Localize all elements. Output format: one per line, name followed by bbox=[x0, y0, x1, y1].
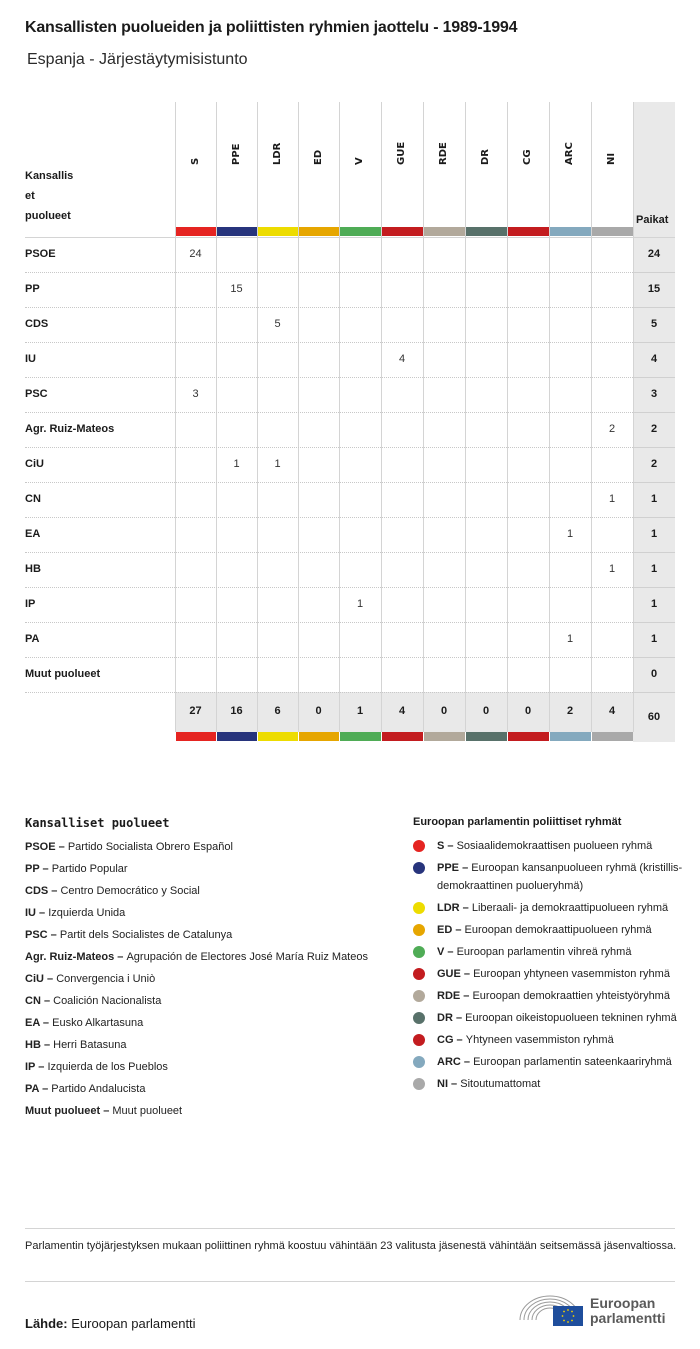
color-dot-icon bbox=[413, 1056, 425, 1068]
legend-code: PA bbox=[25, 1083, 40, 1095]
legend-name: Euroopan kansanpuolueen ryhmä (kristillis-demokraattinen puolueryhmä) bbox=[437, 862, 683, 892]
color-dot-icon bbox=[413, 968, 425, 980]
legend-code: EA bbox=[25, 1017, 40, 1029]
legend-separator: – bbox=[460, 990, 473, 1002]
row-divider bbox=[25, 657, 633, 658]
legend-code: V bbox=[437, 946, 445, 958]
group-legend-item bbox=[413, 1031, 683, 1049]
national-legend-item bbox=[25, 860, 370, 878]
color-dot-icon bbox=[413, 840, 425, 852]
row-divider bbox=[25, 482, 633, 483]
legend-code: PPE bbox=[437, 862, 460, 874]
total-divider bbox=[633, 517, 675, 518]
political-groups-legend bbox=[413, 816, 683, 1097]
legend-code: IU bbox=[25, 907, 36, 919]
color-dot-icon bbox=[413, 924, 425, 936]
table-cell: 1 bbox=[608, 563, 616, 575]
legend-separator: – bbox=[448, 1078, 461, 1090]
group-legend-item bbox=[413, 1053, 683, 1071]
group-color-swatch bbox=[176, 732, 216, 741]
total-header: Paikat bbox=[636, 214, 669, 226]
legend-name: Euroopan parlamentin vihreä ryhmä bbox=[456, 946, 632, 958]
legend-code: LDR bbox=[437, 902, 460, 914]
legend-separator: – bbox=[40, 1039, 54, 1051]
group-legend-item bbox=[413, 1075, 683, 1093]
legend-code: PSOE bbox=[25, 841, 56, 853]
table-cell: 24 bbox=[189, 248, 202, 260]
group-color-swatch bbox=[176, 227, 216, 236]
legend-code: ED bbox=[437, 924, 453, 936]
total-divider bbox=[633, 272, 675, 273]
column-header-cg: CG bbox=[522, 149, 533, 165]
row-total: 1 bbox=[650, 493, 658, 505]
legend-name: Centro Democrático y Social bbox=[60, 885, 200, 897]
source bbox=[25, 1316, 196, 1331]
legend-code: Muut puolueet bbox=[25, 1105, 101, 1117]
row-divider bbox=[25, 587, 633, 588]
national-legend-item bbox=[25, 1014, 370, 1032]
row-label-iu: IU bbox=[25, 353, 36, 365]
table-cell: 2 bbox=[608, 423, 616, 435]
legend-separator: – bbox=[48, 885, 61, 897]
total-divider bbox=[633, 622, 675, 623]
color-dot-icon bbox=[413, 990, 425, 1002]
legend-name: Euroopan parlamentin sateenkaariryhmä bbox=[473, 1056, 672, 1068]
legend-name: Euroopan yhtyneen vasemmiston ryhmä bbox=[473, 968, 670, 980]
legend-separator: – bbox=[39, 1017, 53, 1029]
legend-name: Partido Popular bbox=[51, 863, 128, 875]
color-dot-icon bbox=[413, 1078, 425, 1090]
total-divider bbox=[633, 307, 675, 308]
column-total: 27 bbox=[189, 705, 202, 717]
grand-total: 60 bbox=[647, 711, 661, 723]
total-divider bbox=[633, 342, 675, 343]
legend-code: IP bbox=[25, 1061, 36, 1073]
column-total: 1 bbox=[356, 705, 364, 717]
divider bbox=[25, 1281, 675, 1282]
column-total: 0 bbox=[524, 705, 532, 717]
column-header-ed: ED bbox=[312, 149, 324, 165]
row-total: 1 bbox=[650, 633, 658, 645]
total-divider bbox=[633, 482, 675, 483]
legend-name: Liberaali- ja demokraattipuolueen ryhmä bbox=[471, 902, 669, 914]
column-total: 4 bbox=[398, 705, 406, 717]
column-divider bbox=[423, 102, 424, 732]
source-label: Lähde: bbox=[25, 1316, 68, 1331]
group-color-swatch bbox=[424, 227, 465, 236]
group-color-swatch bbox=[592, 227, 633, 236]
row-divider bbox=[25, 622, 633, 623]
group-color-swatch bbox=[299, 227, 339, 236]
row-total: 3 bbox=[650, 388, 658, 400]
legend-separator: – bbox=[39, 863, 52, 875]
legend-name: Partido Andalucista bbox=[51, 1083, 146, 1095]
table-cell: 1 bbox=[274, 458, 281, 470]
row-label-pp: PP bbox=[25, 283, 40, 295]
legend-name: Muut puolueet bbox=[112, 1105, 183, 1117]
column-total: 2 bbox=[566, 705, 574, 717]
row-label-muut-puolueet: Muut puolueet bbox=[25, 668, 101, 680]
legend-code: NI bbox=[437, 1078, 448, 1090]
row-total: 1 bbox=[650, 528, 658, 540]
legend-name: Euroopan oikeistopuolueen tekninen ryhmä bbox=[465, 1012, 677, 1024]
legend-separator: – bbox=[444, 840, 457, 852]
legend-code: CiU bbox=[25, 973, 44, 985]
table-cell: 4 bbox=[398, 353, 406, 365]
group-color-swatch bbox=[340, 227, 381, 236]
header-divider bbox=[25, 237, 675, 238]
row-total: 24 bbox=[647, 248, 661, 260]
column-divider bbox=[257, 102, 258, 732]
legend-code: CDS bbox=[25, 885, 49, 897]
legend-code: HB bbox=[25, 1039, 41, 1051]
legend-separator: – bbox=[35, 1061, 48, 1073]
row-label-ciu: CiU bbox=[25, 458, 44, 470]
row-label-ip: IP bbox=[25, 598, 36, 610]
group-color-swatch bbox=[550, 732, 591, 741]
national-legend-item bbox=[25, 838, 370, 856]
column-header-s: S bbox=[189, 157, 201, 165]
table-cell: 5 bbox=[274, 318, 281, 330]
ep-logo bbox=[518, 1290, 678, 1330]
group-legend-item bbox=[413, 921, 683, 939]
national-legend-item bbox=[25, 1080, 370, 1098]
national-parties-legend bbox=[25, 816, 370, 1124]
row-header-line: Kansallis bbox=[25, 170, 74, 182]
page-subtitle: Espanja - Järjestäytymisistunto bbox=[27, 51, 248, 68]
national-legend-item bbox=[25, 882, 370, 900]
column-divider bbox=[381, 102, 382, 732]
row-divider bbox=[25, 692, 633, 693]
national-legend-title: Kansalliset puolueet bbox=[25, 816, 170, 830]
column-header-arc: ARC bbox=[564, 142, 575, 165]
column-total: 4 bbox=[608, 705, 616, 717]
row-label-agr-ruiz-mateos: Agr. Ruiz-Mateos bbox=[25, 423, 115, 435]
column-divider bbox=[216, 102, 217, 732]
legend-name: Sitoutumattomat bbox=[460, 1078, 541, 1090]
legend-code: CN bbox=[25, 995, 41, 1007]
column-total: 16 bbox=[230, 705, 243, 717]
national-legend-item bbox=[25, 926, 370, 944]
total-divider bbox=[633, 587, 675, 588]
logo-line: Euroopan bbox=[590, 1295, 656, 1311]
color-dot-icon bbox=[413, 946, 425, 958]
group-color-swatch bbox=[550, 227, 591, 236]
legend-name: Coalición Nacionalista bbox=[53, 995, 162, 1007]
legend-name: Euroopan demokraattien yhteistyöryhmä bbox=[472, 990, 670, 1002]
national-legend-item bbox=[25, 1102, 370, 1120]
table-cell: 1 bbox=[608, 493, 616, 505]
row-total: 1 bbox=[650, 563, 658, 575]
legend-code: DR bbox=[437, 1012, 453, 1024]
row-label-cn: CN bbox=[25, 493, 41, 505]
national-legend-item bbox=[25, 904, 370, 922]
legend-name: Eusko Alkartasuna bbox=[52, 1017, 144, 1029]
column-header-rde: RDE bbox=[438, 142, 449, 165]
legend-separator: – bbox=[114, 951, 127, 963]
group-color-swatch bbox=[508, 732, 549, 741]
national-legend-item bbox=[25, 948, 370, 966]
legend-name: Yhtyneen vasemmiston ryhmä bbox=[465, 1034, 614, 1046]
legend-name: Convergencia i Uniò bbox=[56, 973, 156, 985]
group-legend-item bbox=[413, 965, 683, 983]
legend-separator: – bbox=[459, 862, 472, 874]
group-legend-item bbox=[413, 943, 683, 961]
total-divider bbox=[633, 447, 675, 448]
legend-code: PP bbox=[25, 863, 40, 875]
column-header-ni: NI bbox=[606, 152, 617, 165]
groups-legend-title: Euroopan parlamentin poliittiset ryhmät bbox=[413, 816, 622, 828]
group-color-swatch bbox=[466, 227, 507, 236]
legend-name: Izquierda de los Pueblos bbox=[47, 1061, 168, 1073]
legend-name: Agrupación de Electores José María Ruiz Mateos bbox=[126, 951, 368, 963]
national-legend-item bbox=[25, 1058, 370, 1076]
color-dot-icon bbox=[413, 862, 425, 874]
legend-separator: – bbox=[459, 902, 472, 914]
legend-code: ARC bbox=[437, 1056, 461, 1068]
legend-separator: – bbox=[444, 946, 457, 958]
group-color-swatch bbox=[592, 732, 633, 741]
column-divider bbox=[507, 102, 508, 732]
row-label-cds: CDS bbox=[25, 318, 49, 330]
legend-separator: – bbox=[453, 1034, 466, 1046]
column-divider bbox=[298, 102, 299, 732]
row-total: 0 bbox=[650, 668, 658, 680]
row-label-ea: EA bbox=[25, 528, 41, 540]
divider bbox=[25, 1228, 675, 1229]
group-color-swatch bbox=[508, 227, 549, 236]
row-divider bbox=[25, 377, 633, 378]
legend-name: Euroopan demokraattipuolueen ryhmä bbox=[464, 924, 652, 936]
group-color-swatch bbox=[258, 227, 298, 236]
row-divider bbox=[25, 307, 633, 308]
group-color-swatch bbox=[299, 732, 339, 741]
group-color-swatch bbox=[217, 732, 257, 741]
legend-code: Agr. Ruiz-Mateos bbox=[25, 951, 115, 963]
table-cell: 1 bbox=[566, 528, 574, 540]
group-legend-item bbox=[413, 899, 683, 917]
row-label-pa: PA bbox=[25, 633, 40, 645]
logo-line: parlamentti bbox=[590, 1310, 666, 1326]
row-total: 2 bbox=[650, 423, 658, 435]
table-cell: 1 bbox=[233, 458, 240, 470]
total-divider bbox=[633, 657, 675, 658]
group-color-swatch bbox=[382, 732, 423, 741]
table-cell: 1 bbox=[566, 633, 574, 645]
column-total: 0 bbox=[315, 705, 322, 717]
row-total: 15 bbox=[647, 283, 661, 295]
group-color-swatch bbox=[340, 732, 381, 741]
national-legend-item bbox=[25, 992, 370, 1010]
color-dot-icon bbox=[413, 1012, 425, 1024]
column-header-ppe: PPE bbox=[230, 143, 242, 165]
page-title: Kansallisten puolueiden ja poliittisten ryhmien jaottelu - 1989-1994 bbox=[25, 19, 518, 36]
total-divider bbox=[633, 412, 675, 413]
row-divider bbox=[25, 342, 633, 343]
legend-separator: – bbox=[43, 973, 57, 985]
legend-separator: – bbox=[39, 1083, 52, 1095]
group-color-swatch bbox=[466, 732, 507, 741]
row-divider bbox=[25, 447, 633, 448]
column-divider bbox=[339, 102, 340, 732]
footnote: Parlamentin työjärjestyksen mukaan poliittinen ryhmä koostuu vähintään 23 valitusta jäsenestä vähintään seitsemässä jäsenvaltiossa. bbox=[25, 1240, 677, 1252]
legend-separator: – bbox=[452, 924, 465, 936]
total-divider bbox=[633, 552, 675, 553]
legend-separator: – bbox=[55, 841, 68, 853]
color-dot-icon bbox=[413, 902, 425, 914]
group-legend-item bbox=[413, 859, 683, 895]
table-cell: 3 bbox=[192, 388, 199, 400]
group-legend-item bbox=[413, 837, 683, 855]
table-cell: 15 bbox=[230, 283, 243, 295]
row-divider bbox=[25, 412, 633, 413]
row-divider bbox=[25, 517, 633, 518]
row-total: 4 bbox=[650, 353, 658, 365]
row-header bbox=[25, 166, 73, 226]
column-divider bbox=[465, 102, 466, 732]
legend-code: S bbox=[437, 840, 445, 852]
legend-code: CG bbox=[437, 1034, 454, 1046]
group-color-swatch bbox=[258, 732, 298, 741]
legend-separator: – bbox=[452, 1012, 466, 1024]
row-divider bbox=[25, 272, 633, 273]
source-value: Euroopan parlamentti bbox=[71, 1316, 196, 1331]
logo-text bbox=[590, 1296, 665, 1326]
column-divider bbox=[175, 102, 176, 732]
total-column-bg bbox=[633, 102, 675, 742]
row-total: 5 bbox=[650, 318, 658, 330]
row-label-psoe: PSOE bbox=[25, 248, 56, 260]
legend-separator: – bbox=[40, 995, 54, 1007]
row-total: 1 bbox=[650, 598, 658, 610]
group-color-swatch bbox=[382, 227, 423, 236]
row-header-line: puolueet bbox=[25, 210, 71, 222]
legend-separator: – bbox=[460, 968, 474, 980]
legend-code: GUE bbox=[437, 968, 461, 980]
column-header-gue: GUE bbox=[396, 141, 407, 165]
legend-code: RDE bbox=[437, 990, 461, 1002]
group-legend-item bbox=[413, 1009, 683, 1027]
row-label-hb: HB bbox=[25, 563, 41, 575]
column-total: 6 bbox=[274, 705, 281, 717]
row-divider bbox=[25, 552, 633, 553]
color-dot-icon bbox=[413, 1034, 425, 1046]
legend-name: Herri Batasuna bbox=[53, 1039, 127, 1051]
column-header-dr: DR bbox=[480, 148, 491, 165]
legend-name: Partit dels Socialistes de Catalunya bbox=[59, 929, 233, 941]
legend-separator: – bbox=[36, 907, 49, 919]
legend-separator: – bbox=[47, 929, 60, 941]
group-color-swatch bbox=[424, 732, 465, 741]
column-total: 0 bbox=[440, 705, 448, 717]
national-legend-item bbox=[25, 1036, 370, 1054]
group-color-swatch bbox=[217, 227, 257, 236]
total-divider bbox=[633, 377, 675, 378]
legend-name: Izquierda Unida bbox=[48, 907, 126, 919]
legend-name: Sosiaalidemokraattisen puolueen ryhmä bbox=[456, 840, 653, 852]
column-divider bbox=[591, 102, 592, 732]
column-header-ldr: LDR bbox=[271, 142, 283, 165]
column-total: 0 bbox=[482, 705, 490, 717]
row-total: 2 bbox=[650, 458, 658, 470]
hemicycle-icon bbox=[518, 1290, 588, 1330]
total-divider bbox=[633, 692, 675, 693]
national-legend-item bbox=[25, 970, 370, 988]
row-header-line: et bbox=[25, 190, 35, 202]
legend-separator: – bbox=[100, 1105, 113, 1117]
legend-separator: – bbox=[460, 1056, 474, 1068]
group-legend-item bbox=[413, 987, 683, 1005]
legend-code: PSC bbox=[25, 929, 48, 941]
legend-name: Partido Socialista Obrero Español bbox=[67, 841, 233, 853]
row-label-psc: PSC bbox=[25, 388, 48, 400]
column-header-v: V bbox=[354, 157, 365, 165]
table-cell: 1 bbox=[356, 598, 364, 610]
